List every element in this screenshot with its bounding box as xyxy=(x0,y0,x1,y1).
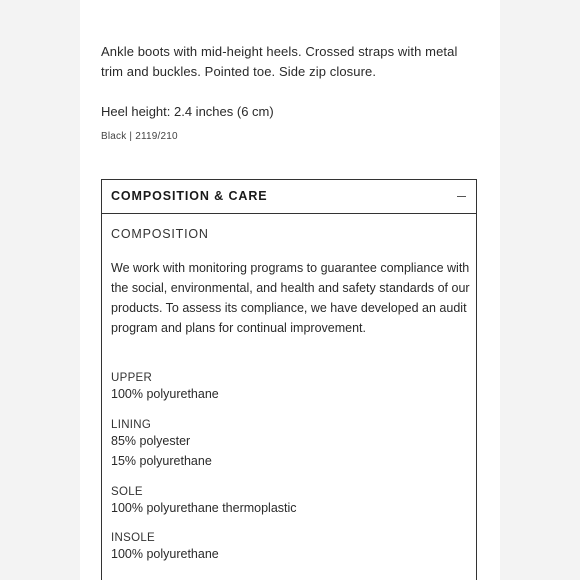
material-value: 15% polyurethane xyxy=(111,454,212,468)
material-label-lining: LINING xyxy=(111,419,152,431)
material-value: 100% polyurethane xyxy=(111,547,219,561)
accordion-title: COMPOSITION & CARE xyxy=(111,189,268,203)
product-detail-panel xyxy=(80,0,500,580)
section-heading: COMPOSITION xyxy=(111,227,209,241)
heel-height: Heel height: 2.4 inches (6 cm) xyxy=(101,104,274,119)
compliance-paragraph: We work with monitoring programs to guarantee compliance with the social, environmental, and health and safety standards of our products. To assess its compliance, we have developed an audit program and plans for continual improvement. xyxy=(111,261,470,335)
accordion-header[interactable] xyxy=(102,180,476,214)
minus-icon[interactable] xyxy=(457,196,466,197)
material-value: 100% polyurethane thermoplastic xyxy=(111,501,297,515)
material-label-insole: INSOLE xyxy=(111,532,155,544)
product-description: Ankle boots with mid-height heels. Crossed straps with metal trim and buckles. Pointed toe. Side zip closure. xyxy=(101,44,458,79)
color-reference: Black | 2119/210 xyxy=(101,131,178,142)
material-label-upper: UPPER xyxy=(111,372,153,384)
composition-care-accordion xyxy=(101,179,477,580)
material-value: 100% polyurethane xyxy=(111,387,219,401)
material-label-sole: SOLE xyxy=(111,486,143,498)
material-value: 85% polyester xyxy=(111,434,191,448)
